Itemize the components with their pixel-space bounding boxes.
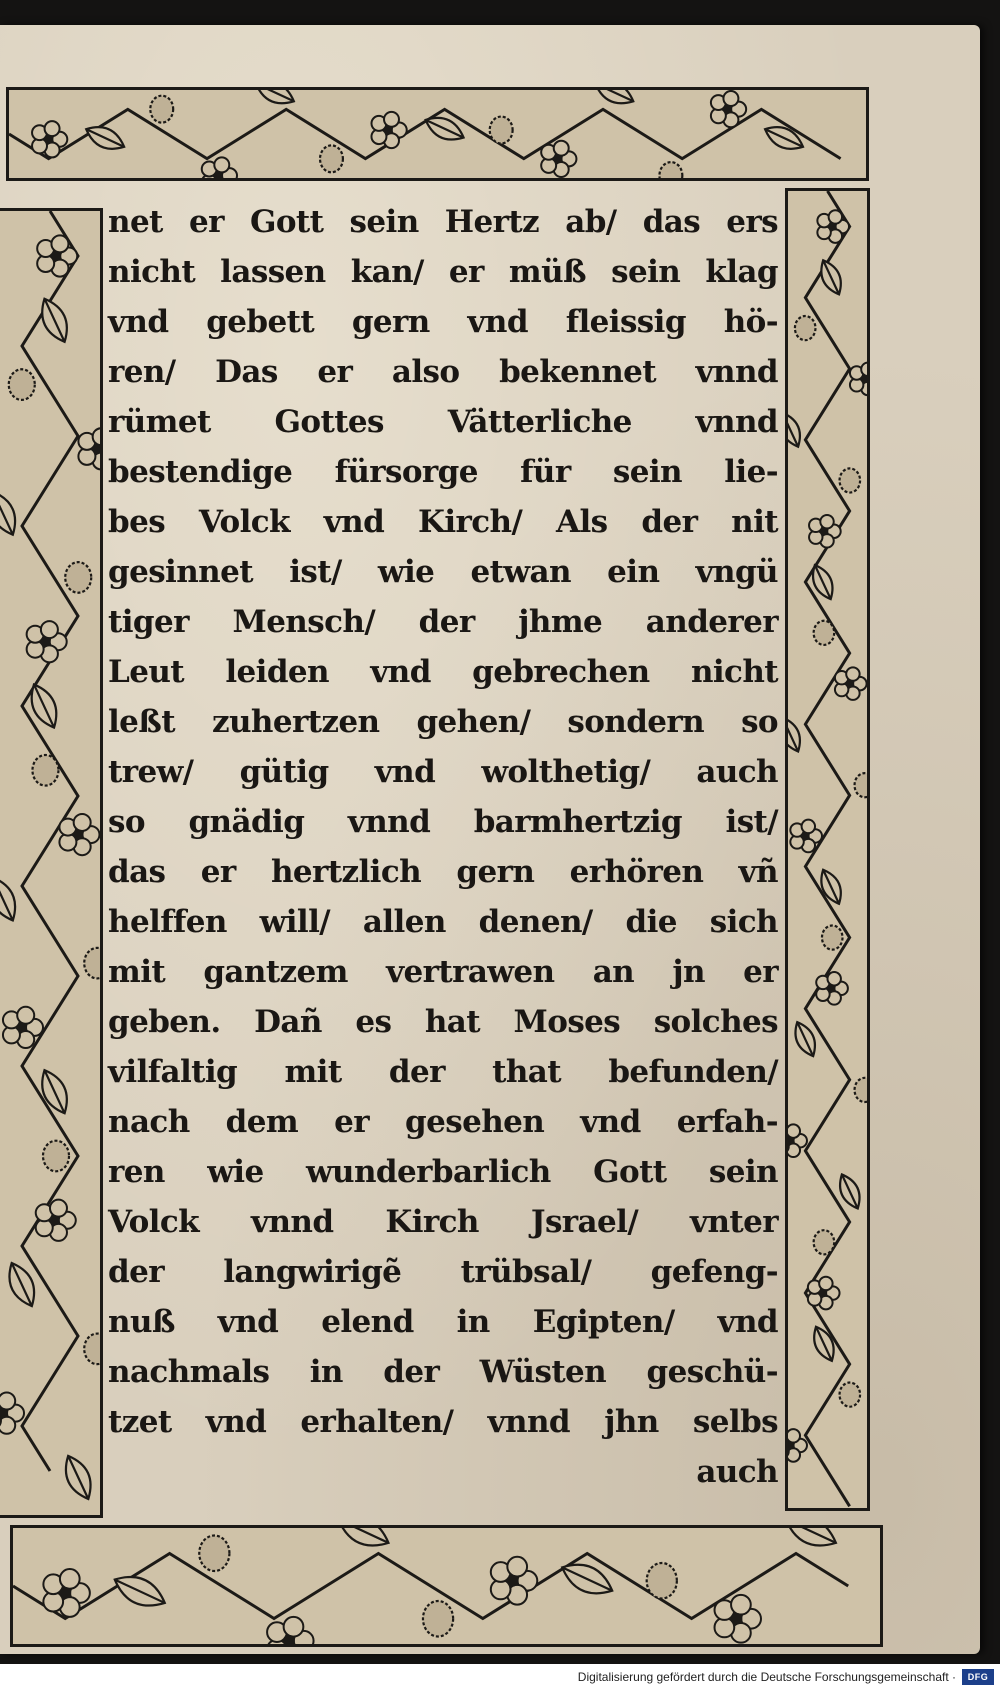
leaf-ornament [82, 121, 128, 156]
woodcut-border-right [785, 188, 870, 1511]
text-line: gesinnet ist/ wie etwan ein vngü [108, 554, 778, 590]
strawberry-ornament [814, 1230, 835, 1254]
text-line: ren wie wunderbarlich Gott sein [108, 1154, 778, 1190]
flower-center [59, 1587, 71, 1599]
text-line: helffen will/ allen denen/ die sich [108, 904, 778, 940]
text-line: net er Gott sein Hertz ab/ das ers [108, 204, 778, 240]
flower-petal [51, 235, 68, 252]
text-line: tzet vnd erhalten/ vnnd jhn selbs [108, 1404, 778, 1440]
text-line: nachmals in der Wüsten geschü- [108, 1354, 778, 1390]
vine-ornament [9, 90, 866, 178]
flower-center [49, 1215, 59, 1225]
text-line: ren/ Das er also bekennet vnnd [108, 354, 778, 390]
text-line: tiger Mensch/ der jhme anderer [108, 604, 778, 640]
flower-petal [846, 667, 859, 680]
strawberry-ornament [84, 948, 100, 979]
leaf-ornament [333, 1528, 394, 1554]
flower-center [40, 637, 50, 647]
leaf-ornament [35, 1066, 75, 1118]
flower-center [820, 527, 828, 535]
flower-petal [788, 1144, 800, 1157]
flower-petal [214, 157, 229, 172]
leaf-ornament [815, 257, 846, 298]
flower-petal [0, 1393, 15, 1410]
catchword: auch [696, 1454, 778, 1490]
leaf-ornament [591, 90, 637, 110]
strawberry-ornament [659, 162, 682, 178]
flower-petal [554, 141, 569, 156]
strawberry-ornament [855, 773, 867, 797]
text-line: rümet Gottes Vätterliche vnnd [108, 404, 778, 440]
text-line: nuß vnd elend in Egipten/ vnd [108, 1304, 778, 1340]
digitization-footer [0, 1664, 1000, 1692]
text-line: bestendige fürsorge für sein lie- [108, 454, 778, 490]
strawberry-ornament [84, 1334, 100, 1365]
flower-center [507, 1575, 519, 1587]
flower-petal [819, 1277, 832, 1290]
text-line: bes Volck vnd Kirch/ Als der nit [108, 504, 778, 540]
flower-center [819, 1289, 827, 1297]
flower-center [723, 105, 732, 114]
flower-center [553, 154, 562, 163]
text-line: leßt zuhertzen gehen/ sondern so [108, 704, 778, 740]
flower-petal [384, 112, 399, 127]
text-line: vnd gebett gern vnd fleissig hö- [108, 304, 778, 340]
strawberry-ornament [840, 1383, 861, 1407]
leaf-ornament [109, 1568, 170, 1614]
strawberry-ornament [199, 1536, 229, 1571]
leaf-ornament [35, 294, 75, 346]
vine-ornament [0, 211, 100, 1515]
book-page [0, 25, 980, 1654]
strawberry-ornament [795, 316, 816, 340]
flower-petal [93, 428, 100, 445]
flower-center [801, 832, 809, 840]
funding-credit: Digitalisierung gefördert durch die Deutsche Forschungsgemeinschaft · [577, 1670, 956, 1684]
text-line: mit gantzem vertrawen an jn er [108, 954, 778, 990]
text-line: nicht lassen kan/ er müß sein klag [108, 254, 778, 290]
strawberry-ornament [855, 1078, 867, 1102]
flower-petal [788, 1448, 800, 1461]
flower-center [828, 223, 836, 231]
leaf-ornament [781, 1528, 842, 1554]
strawberry-ornament [150, 96, 173, 123]
woodcut-border-top [6, 87, 869, 181]
flower-center [730, 1613, 742, 1625]
flower-petal [829, 210, 842, 223]
strawberry-ornament [840, 468, 861, 492]
flower-petal [788, 1124, 800, 1137]
leaf-ornament [788, 409, 806, 450]
flower-petal [802, 820, 815, 833]
leaf-ornament [761, 121, 807, 156]
leaf-ornament [815, 866, 846, 907]
leaf-ornament [24, 680, 64, 732]
strawberry-ornament [647, 1563, 677, 1598]
strawberry-ornament [9, 369, 35, 400]
strawberry-ornament [814, 621, 835, 645]
text-block [108, 197, 778, 1517]
strawberry-ornament [43, 1141, 69, 1172]
dfg-logo: DFG [962, 1669, 994, 1685]
strawberry-ornament [65, 562, 91, 593]
vine-ornament [13, 1528, 880, 1644]
text-line: geben. Dañ es hat Moses solches [108, 1004, 778, 1040]
flower-center [17, 1022, 27, 1032]
flower-petal [0, 1417, 15, 1434]
leaf-ornament [808, 1323, 839, 1364]
text-line: so gnädig vnnd barmhertzig ist/ [108, 804, 778, 840]
leaf-ornament [0, 873, 23, 925]
leaf-ornament [788, 714, 806, 755]
flower-petal [820, 515, 833, 528]
text-line: vilfaltig mit der that befunden/ [108, 1054, 778, 1090]
flower-petal [861, 363, 867, 376]
flower-petal [723, 91, 738, 106]
text-line: Volck vnnd Kirch Jsrael/ vnter [108, 1204, 778, 1240]
flower-petal [827, 972, 840, 985]
flower-center [51, 251, 61, 261]
flower-petal [50, 1200, 67, 1217]
strawberry-ornament [320, 145, 343, 172]
text-line: Leut leiden vnd gebrechen nicht [108, 654, 778, 690]
text-line: nach dem er gesehen vnd erfah- [108, 1104, 778, 1140]
flower-petal [60, 1569, 80, 1589]
flower-petal [731, 1595, 751, 1615]
text-line: der langwirigẽ trübsal/ gefeng- [108, 1254, 778, 1290]
flower-center [846, 680, 854, 688]
strawberry-ornament [490, 117, 513, 144]
flower-center [73, 829, 83, 839]
leaf-ornament [58, 1451, 98, 1503]
flower-petal [74, 814, 91, 831]
flower-petal [284, 1617, 304, 1637]
flower-petal [788, 1429, 800, 1442]
vine-ornament [788, 191, 867, 1508]
flower-petal [41, 621, 58, 638]
leaf-ornament [252, 90, 298, 110]
flower-petal [507, 1557, 527, 1577]
strawberry-ornament [32, 755, 58, 786]
flower-center [827, 984, 835, 992]
leaf-ornament [0, 487, 23, 539]
flower-center [44, 135, 53, 144]
flower-petal [45, 121, 60, 136]
flower-center [384, 126, 393, 135]
woodcut-border-left [0, 208, 103, 1518]
leaf-ornament [807, 561, 838, 602]
woodcut-border-bottom [10, 1525, 883, 1647]
strawberry-ornament [423, 1601, 453, 1636]
strawberry-ornament [822, 925, 843, 949]
text-line: trew/ gütig vnd wolthetig/ auch [108, 754, 778, 790]
text-line: das er hertzlich gern erhören vñ [108, 854, 778, 890]
flower-petal [17, 1007, 34, 1024]
leaf-ornament [557, 1556, 618, 1602]
leaf-ornament [422, 111, 468, 146]
